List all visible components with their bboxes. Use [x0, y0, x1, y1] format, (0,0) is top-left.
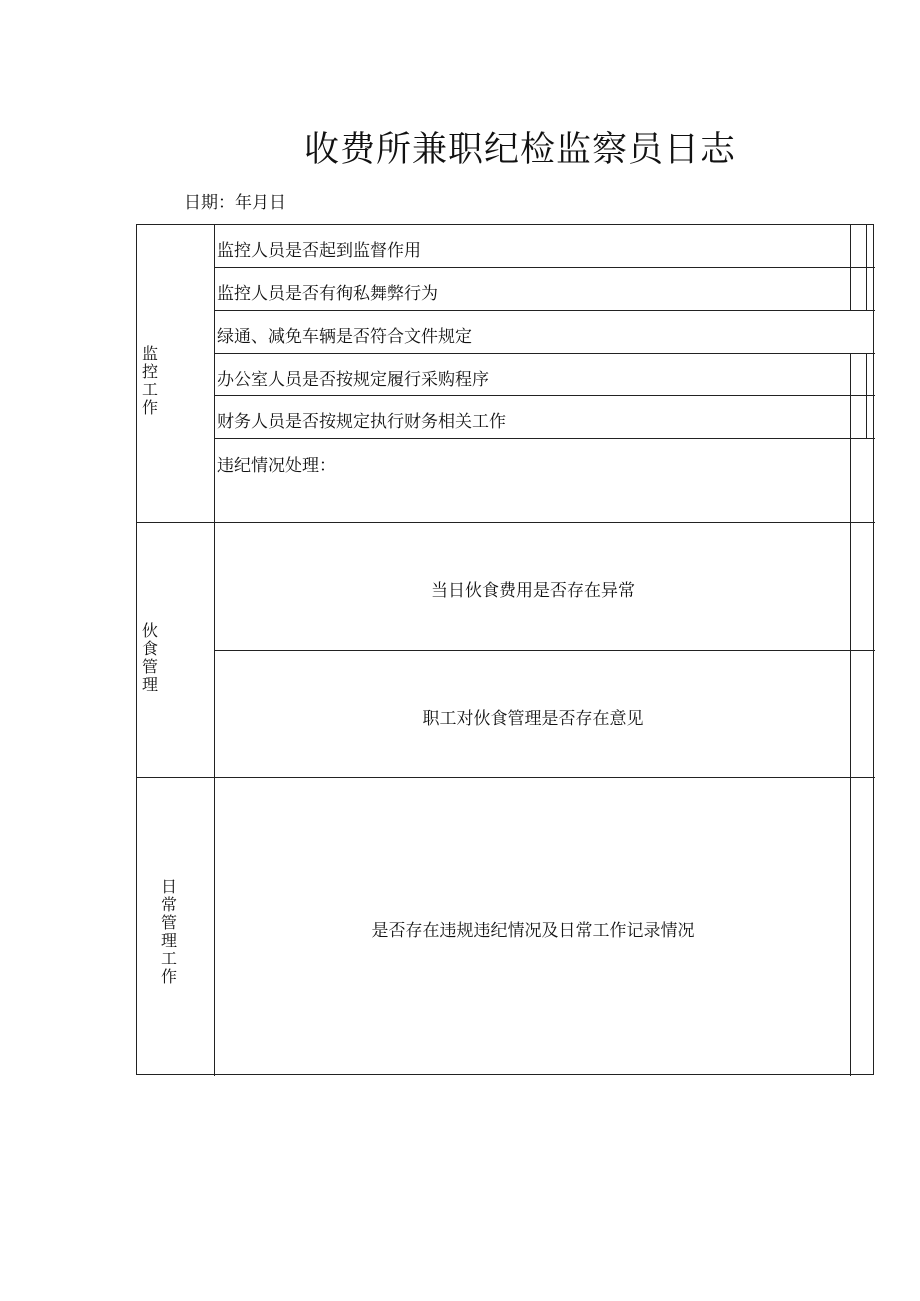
violation-handling-label: 违纪情况处理：: [217, 456, 336, 476]
check-item: 绿通、减免车辆是否符合文件规定: [217, 327, 472, 347]
section-divider: [137, 777, 875, 778]
section-label-monitoring: 监控工作: [141, 344, 158, 417]
row-divider: [214, 310, 875, 311]
row-divider: [214, 353, 875, 354]
check-item: 是否存在违规违纪情况及日常工作记录情况: [371, 921, 695, 941]
check-item: 监控人员是否有徇私舞弊行为: [217, 284, 438, 304]
row-divider: [214, 267, 875, 268]
check-item: 职工对伙食管理是否存在意见: [422, 709, 644, 729]
date-line: 日期：年月日: [184, 193, 286, 213]
log-table: [136, 224, 874, 1075]
check-item: 财务人员是否按规定执行财务相关工作: [217, 412, 506, 432]
page-title: 收费所兼职纪检监察员日志: [303, 130, 736, 170]
section-label-daily: 日常管理工作: [160, 877, 177, 986]
check-item: 办公室人员是否按规定履行采购程序: [217, 370, 489, 390]
section-divider: [137, 522, 875, 523]
row-divider: [214, 438, 875, 439]
check-item: 当日伙食费用是否存在异常: [431, 581, 635, 601]
row-divider: [214, 650, 875, 651]
check-item: 监控人员是否起到监督作用: [217, 241, 421, 261]
row-divider: [214, 395, 875, 396]
section-label-catering: 伙食管理: [141, 621, 158, 694]
